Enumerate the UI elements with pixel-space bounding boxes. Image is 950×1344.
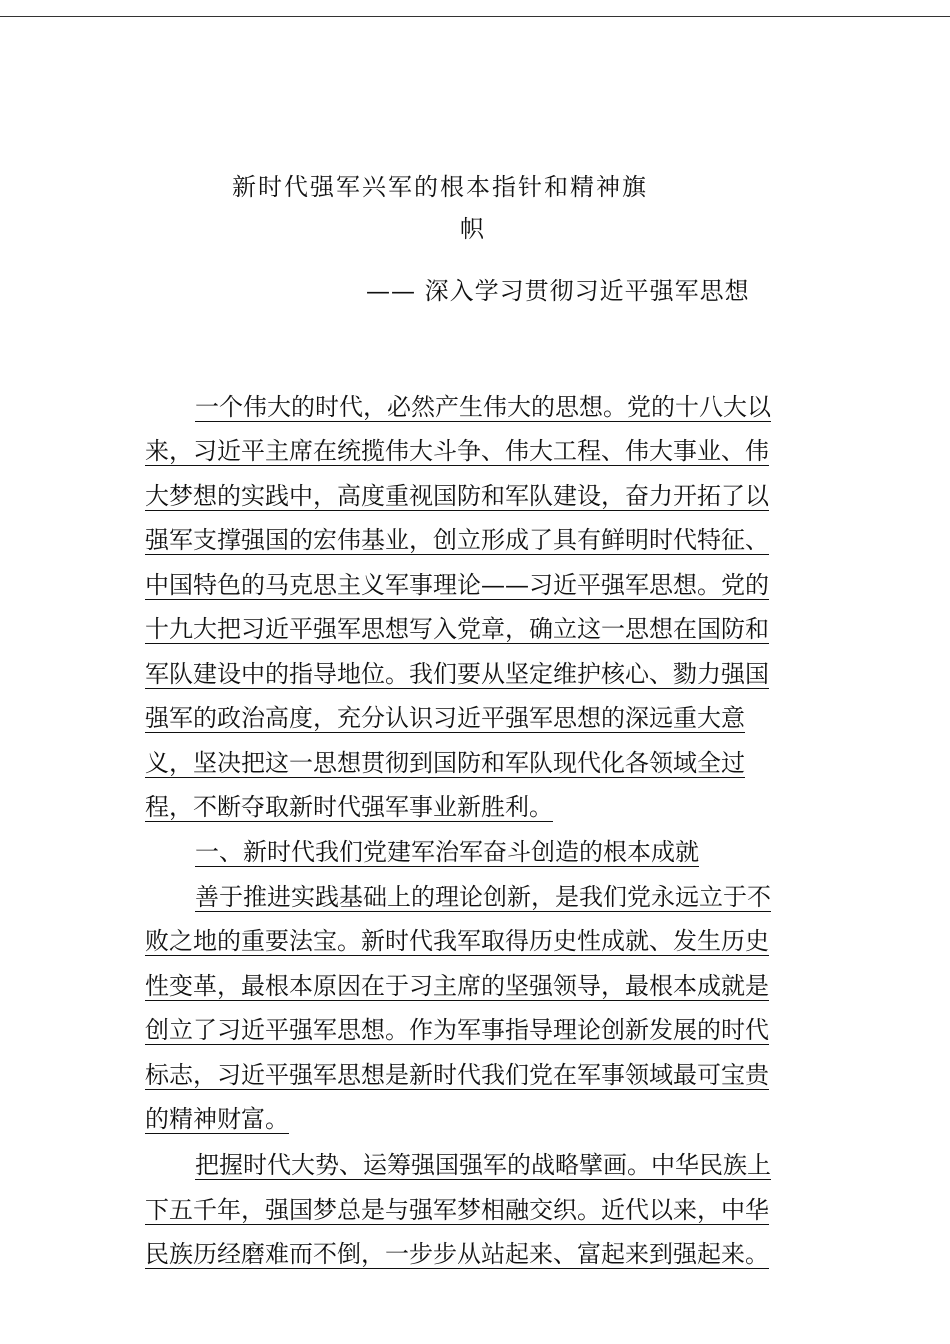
body-line: 善于推进实践基础上的理论创新，是我们党永远立于不 bbox=[195, 883, 771, 911]
body-line: 义，坚决把这一思想贯彻到国防和军队现代化各领域全过 bbox=[145, 749, 745, 777]
body-line: 中国特色的马克思主义军事理论——习近平强军思想。党的 bbox=[145, 571, 769, 599]
body-line: 来，习近平主席在统揽伟大斗争、伟大工程、伟大事业、伟 bbox=[145, 437, 769, 465]
body-line: 军队建设中的指导地位。我们要从坚定维护核心、勠力强国 bbox=[145, 660, 769, 688]
body-line: 大梦想的实践中，高度重视国防和军队建设，奋力开拓了以 bbox=[145, 482, 769, 510]
body-line: 民族历经磨难而不倒，一步步从站起来、富起来到强起来。 bbox=[145, 1240, 769, 1268]
body-line: 的精神财富。 bbox=[145, 1105, 289, 1133]
body-line: 强军的政治高度，充分认识习近平强军思想的深远重大意 bbox=[145, 704, 745, 732]
document-title: 新时代强军兴军的根本指针和精神旗 bbox=[232, 173, 648, 201]
document-title-continued: 帜 bbox=[460, 215, 484, 243]
body-line: 程，不断夺取新时代强军事业新胜利。 bbox=[145, 793, 553, 821]
body-line: 一个伟大的时代，必然产生伟大的思想。党的十八大以 bbox=[195, 393, 771, 421]
top-divider bbox=[0, 16, 950, 17]
body-line: 把握时代大势、运筹强国强军的战略擘画。中华民族上 bbox=[195, 1151, 771, 1179]
body-line: 创立了习近平强军思想。作为军事指导理论创新发展的时代 bbox=[145, 1016, 769, 1044]
body-line: 强军支撑强国的宏伟基业，创立形成了具有鲜明时代特征、 bbox=[145, 526, 769, 554]
body-line: 性变革，最根本原因在于习主席的坚强领导，最根本成就是 bbox=[145, 972, 769, 1000]
body-line: 十九大把习近平强军思想写入党章，确立这一思想在国防和 bbox=[145, 615, 769, 643]
body-line: 下五千年，强国梦总是与强军梦相融交织。近代以来，中华 bbox=[145, 1196, 769, 1224]
body-line: 标志，习近平强军思想是新时代我们党在军事领域最可宝贵 bbox=[145, 1061, 769, 1089]
section-heading: 一、新时代我们党建军治军奋斗创造的根本成就 bbox=[195, 838, 699, 866]
document-subtitle: —— 深入学习贯彻习近平强军思想 bbox=[366, 277, 750, 305]
body-line: 败之地的重要法宝。新时代我军取得历史性成就、发生历史 bbox=[145, 927, 769, 955]
